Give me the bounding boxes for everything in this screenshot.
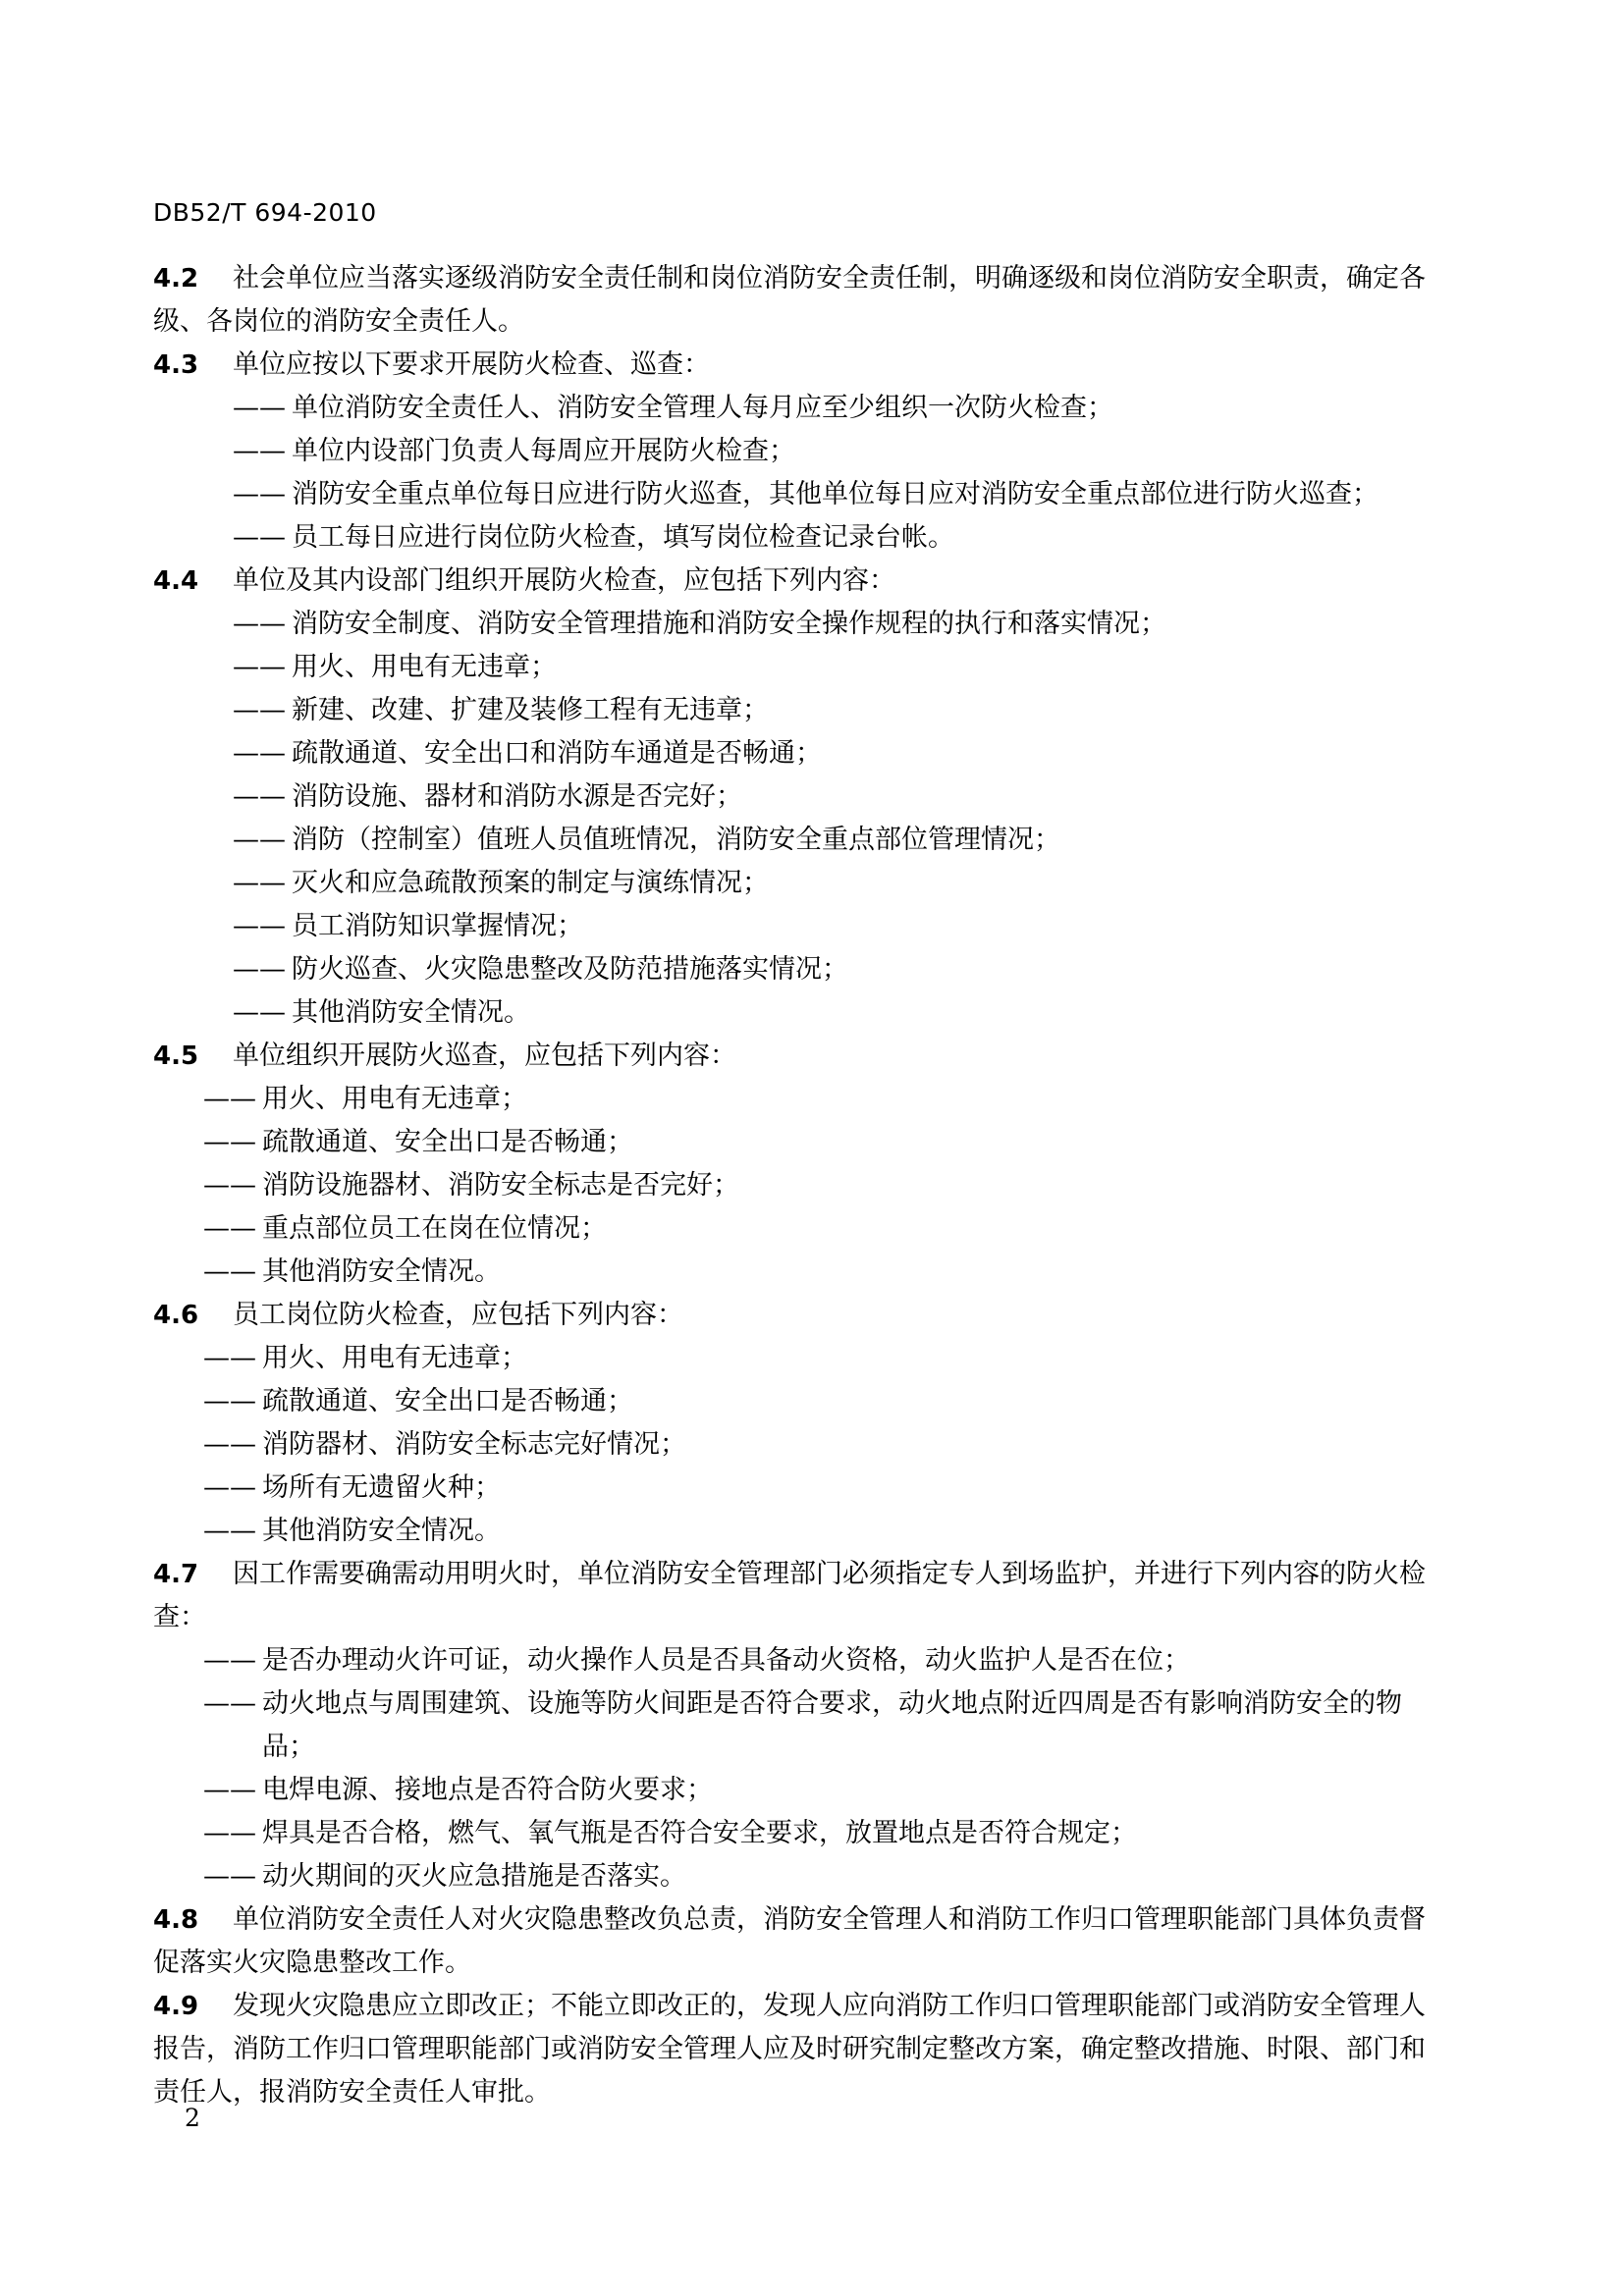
clause-4-9 xyxy=(153,1985,1451,2114)
dash-marker: —— xyxy=(203,1429,256,1460)
list-item: —— 其他消防安全情况。 xyxy=(153,991,1451,1035)
clause-text: 单位组织开展防火巡查，应包括下列内容： xyxy=(233,1041,736,1071)
clause-number: 4.8 xyxy=(153,1905,199,1935)
dash-marker: —— xyxy=(233,695,286,725)
list-item: —— 重点部位员工在岗在位情况； xyxy=(153,1207,1451,1251)
list-item: —— 员工每日应进行岗位防火检查，填写岗位检查记录台帐。 xyxy=(153,516,1451,560)
dash-marker: —— xyxy=(203,1472,256,1503)
dash-marker: —— xyxy=(203,1127,256,1157)
dash-marker: —— xyxy=(203,1645,256,1676)
list-item: —— 新建、改建、扩建及装修工程有无违章； xyxy=(153,689,1451,732)
clause-text: 单位消防安全责任人对火灾隐患整改负总责，消防安全管理人和消防工作归口管理职能部门具体负责督促落实火灾隐患整改工作。 xyxy=(153,1904,1426,1978)
dash-marker: —— xyxy=(233,825,286,855)
list-item: —— 灭火和应急疏散预案的制定与演练情况； xyxy=(153,862,1451,905)
dash-marker: —— xyxy=(203,1386,256,1416)
dash-marker: —— xyxy=(233,738,286,769)
dash-marker: —— xyxy=(203,1688,256,1719)
document-code-header: DB52/T 694-2010 xyxy=(153,198,377,227)
dash-marker: —— xyxy=(203,1818,256,1848)
dash-marker: —— xyxy=(233,781,286,812)
list-item: —— 动火期间的灭火应急措施是否落实。 xyxy=(153,1855,1451,1898)
dash-marker: —— xyxy=(233,522,286,553)
clause-number: 4.2 xyxy=(153,264,199,294)
list-item: —— 消防安全重点单位每日应进行防火巡查，其他单位每日应对消防安全重点部位进行防火巡查； xyxy=(153,473,1451,516)
clause-4-2 xyxy=(153,257,1451,344)
page-number: 2 xyxy=(185,2104,200,2132)
list-item: —— 焊具是否合格，燃气、氧气瓶是否符合安全要求，放置地点是否符合规定； xyxy=(153,1812,1451,1855)
list-item: —— 其他消防安全情况。 xyxy=(153,1251,1451,1294)
list-item: —— 电焊电源、接地点是否符合防火要求； xyxy=(153,1769,1451,1812)
list-item: —— 疏散通道、安全出口是否畅通； xyxy=(153,1380,1451,1423)
clause-number: 4.6 xyxy=(153,1301,199,1330)
clause-4-6 xyxy=(153,1294,1451,1337)
clause-text: 社会单位应当落实逐级消防安全责任制和岗位消防安全责任制，明确逐级和岗位消防安全职责，确定各级、各岗位的消防安全责任人。 xyxy=(153,263,1426,337)
dash-marker: —— xyxy=(233,652,286,682)
dash-marker: —— xyxy=(203,1170,256,1201)
dash-marker: —— xyxy=(233,997,286,1028)
list-item: —— 员工消防知识掌握情况； xyxy=(153,905,1451,948)
list-item: —— 疏散通道、安全出口和消防车通道是否畅通； xyxy=(153,732,1451,775)
list-item: —— 消防安全制度、消防安全管理措施和消防安全操作规程的执行和落实情况； xyxy=(153,603,1451,646)
dash-marker: —— xyxy=(203,1343,256,1373)
dash-marker: —— xyxy=(233,393,286,423)
dash-marker: —— xyxy=(233,479,286,509)
clause-4-7 xyxy=(153,1553,1451,1639)
dash-marker: —— xyxy=(203,1861,256,1892)
list-item: —— 用火、用电有无违章； xyxy=(153,1078,1451,1121)
clause-number: 4.3 xyxy=(153,350,199,380)
list-item: —— 疏散通道、安全出口是否畅通； xyxy=(153,1121,1451,1164)
clause-text: 单位应按以下要求开展防火检查、巡查： xyxy=(233,349,710,380)
list-item: —— 场所有无遗留火种； xyxy=(153,1467,1451,1510)
list-item: —— 单位消防安全责任人、消防安全管理人每月应至少组织一次防火检查； xyxy=(153,387,1451,430)
clause-number: 4.4 xyxy=(153,566,199,596)
dash-marker: —— xyxy=(233,868,286,898)
list-item: —— 单位内设部门负责人每周应开展防火检查； xyxy=(153,430,1451,473)
document-body xyxy=(153,257,1451,2114)
list-item: —— 用火、用电有无违章； xyxy=(153,646,1451,689)
dash-marker: —— xyxy=(203,1256,256,1287)
dash-marker: —— xyxy=(203,1516,256,1546)
list-item: —— 消防（控制室）值班人员值班情况，消防安全重点部位管理情况； xyxy=(153,819,1451,862)
clause-text: 员工岗位防火检查，应包括下列内容： xyxy=(233,1300,683,1330)
clause-4-4 xyxy=(153,560,1451,603)
list-item: —— 消防设施器材、消防安全标志是否完好； xyxy=(153,1164,1451,1207)
list-item: —— 用火、用电有无违章； xyxy=(153,1337,1451,1380)
clause-text: 发现火灾隐患应立即改正；不能立即改正的，发现人应向消防工作归口管理职能部门或消防安全管理人报告，消防工作归口管理职能部门或消防安全管理人应及时研究制定整改方案，确定整改措施、时限、部门和责任人，报消防安全责任人审批。 xyxy=(153,1991,1426,2108)
list-item: —— 动火地点与周围建筑、设施等防火间距是否符合要求，动火地点附近四周是否有影响消防安全的物品； xyxy=(153,1682,1451,1769)
dash-marker: —— xyxy=(233,436,286,466)
list-item: —— 其他消防安全情况。 xyxy=(153,1510,1451,1553)
list-item: —— 消防器材、消防安全标志完好情况； xyxy=(153,1423,1451,1467)
dash-marker: —— xyxy=(203,1775,256,1805)
dash-marker: —— xyxy=(203,1084,256,1114)
list-item: —— 是否办理动火许可证，动火操作人员是否具备动火资格，动火监护人是否在位； xyxy=(153,1639,1451,1682)
clause-text: 单位及其内设部门组织开展防火检查，应包括下列内容： xyxy=(233,565,895,596)
clause-4-5 xyxy=(153,1035,1451,1078)
dash-marker: —— xyxy=(233,954,286,985)
list-item: —— 防火巡查、火灾隐患整改及防范措施落实情况； xyxy=(153,948,1451,991)
clause-number: 4.9 xyxy=(153,1992,199,2021)
dash-marker: —— xyxy=(233,609,286,639)
clause-text: 因工作需要确需动用明火时，单位消防安全管理部门必须指定专人到场监护，并进行下列内容的防火检查： xyxy=(153,1559,1426,1632)
clause-4-3 xyxy=(153,344,1451,387)
clause-number: 4.7 xyxy=(153,1560,199,1589)
clause-number: 4.5 xyxy=(153,1041,199,1071)
clause-4-8 xyxy=(153,1898,1451,1985)
list-item: —— 消防设施、器材和消防水源是否完好； xyxy=(153,775,1451,819)
dash-marker: —— xyxy=(203,1213,256,1244)
dash-marker: —— xyxy=(233,911,286,941)
